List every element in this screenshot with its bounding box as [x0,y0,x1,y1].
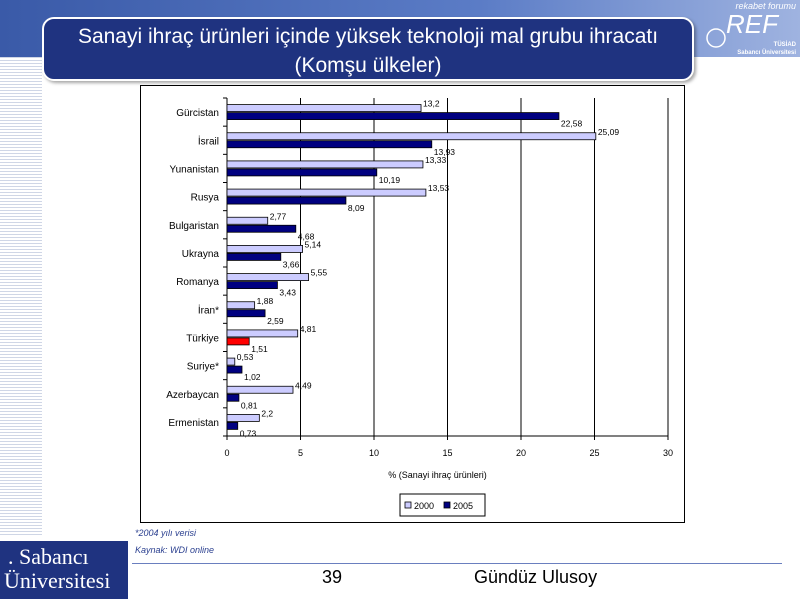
legend-label-2000: 2000 [414,501,435,511]
footer-divider [132,563,782,564]
category-label: Ukrayna [181,248,219,260]
bar-2005 [227,253,281,260]
slide-title-line1: Sanayi ihraç ürünleri içinde yüksek teknoloji mal grubu ihracatı [77,25,659,48]
x-tick-label: 10 [368,448,380,458]
legend-label-2005: 2005 [453,501,474,511]
bar-2000 [227,274,309,281]
bar-2000 [227,330,298,337]
data-label-2000: 0,53 [236,352,254,363]
logo-sub2-text: Sabancı Üniversitesi [737,50,796,56]
data-label-2005: 3,43 [279,287,296,298]
logo-sub1-text: TÜSİAD [773,42,796,48]
bar-2000 [227,217,268,224]
bar-2005 [227,141,432,148]
bar-2005 [227,169,377,176]
data-label-2000: 1,88 [256,295,274,306]
data-label-2000: 13,2 [423,98,440,109]
footnote-year: *2004 yılı verisi [135,528,197,538]
bar-2000 [227,189,426,196]
data-label-2005: 2,59 [267,315,284,326]
slide-title [42,17,694,81]
bar-2000 [227,386,293,393]
bar-2000 [227,133,596,140]
category-label: Gürcistan [176,108,219,120]
bar-2000 [227,245,303,252]
legend-swatch-2000 [405,502,411,508]
data-label-2000: 25,09 [597,126,620,137]
author-name: Gündüz Ulusoy [474,567,598,587]
bar-2005 [227,394,239,401]
data-label-2000: 2,77 [269,211,287,222]
bar-2005 [227,282,277,289]
category-label: Bulgaristan [168,220,219,232]
x-tick-label: 25 [589,448,600,458]
bar-2000 [227,105,421,112]
data-label-2005: 8,09 [347,203,365,214]
data-label-2005: 13,93 [433,146,456,157]
category-label: Romanya [176,277,219,289]
category-label: İsrail [197,136,219,148]
slide-title-line2: (Komşu ülkeler) [294,54,442,77]
footnote-source: Kaynak: WDI online [135,545,215,555]
category-label: İran* [197,305,219,317]
category-label: Azerbaycan [166,389,219,401]
data-label-2005: 22,58 [560,118,583,129]
data-label-2005: 0,73 [239,428,257,439]
bar-2000 [227,302,255,309]
decorative-stripes [0,57,42,535]
bar-2005 [227,338,249,345]
data-label-2000: 13,33 [424,154,447,165]
x-axis-title: % (Sanayi ihraç ürünleri) [388,470,487,480]
page-number: 39 [322,567,343,587]
x-tick-label: 0 [224,448,230,458]
data-label-2005: 1,51 [251,343,268,354]
data-label-2005: 1,02 [243,372,261,383]
category-label: Ermenistan [168,417,219,429]
sabanci-logo [0,541,128,599]
x-tick-label: 15 [442,448,453,458]
category-label: Yunanistan [169,164,219,176]
data-label-2000: 4,49 [295,380,312,391]
ref-logo [700,0,800,57]
category-label: Suriye* [186,361,219,373]
bar-2000 [227,358,235,365]
bar-2005 [227,422,238,429]
institution-line2: Üniversitesi [4,568,111,593]
bar-2005 [227,197,346,204]
chart-canvas [141,86,684,522]
logo-top-text: rekabet forumu [735,1,796,11]
x-tick-label: 20 [515,448,527,458]
category-label: Rusya [190,192,219,204]
bar-2000 [227,414,259,421]
data-label-2005: 3,66 [282,259,300,270]
data-label-2000: 13,53 [427,183,450,194]
data-label-2000: 5,14 [304,239,322,250]
x-tick-label: 30 [662,448,674,458]
data-label-2005: 0,81 [240,400,258,411]
globe-icon [707,29,725,47]
data-label-2000: 2,2 [261,408,274,419]
bar-chart [140,85,685,523]
bar-2005 [227,113,559,120]
bar-2005 [227,366,242,373]
data-label-2000: 5,55 [310,267,328,278]
legend-swatch-2005 [444,502,450,508]
data-label-2000: 4,81 [299,323,317,334]
bar-2005 [227,225,296,232]
institution-line1: . Sabancı [8,544,89,569]
category-label: Türkiye [186,333,219,345]
logo-main-text: REF [726,9,778,39]
data-label-2005: 10,19 [378,174,401,185]
bar-2005 [227,310,265,317]
x-tick-label: 5 [297,448,304,458]
bar-2000 [227,161,423,168]
data-label-2005: 4,68 [297,231,315,242]
